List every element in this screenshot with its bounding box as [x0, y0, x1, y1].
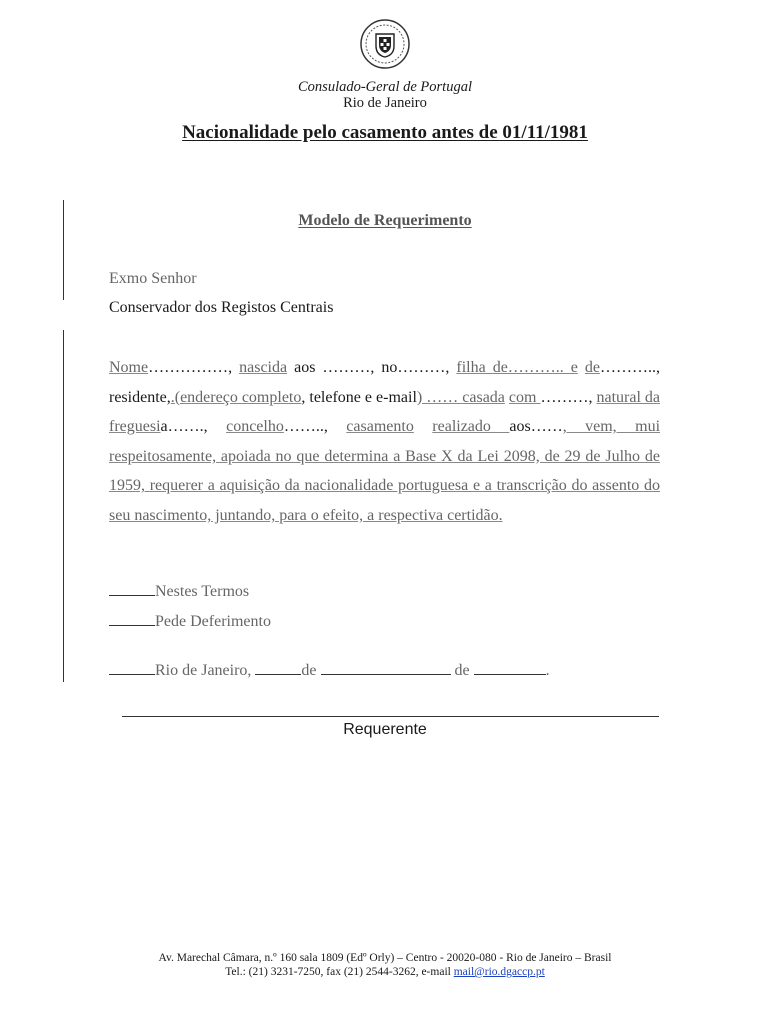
footer-phone-fax: Tel.: (21) 3231-7250, fax (21) 2544-3262, e-mail — [225, 966, 454, 978]
filler: ) …… — [416, 388, 463, 406]
date-place: Rio de Janeiro, — [155, 662, 256, 679]
filler: a……., — [160, 418, 227, 436]
date-de: de — [301, 662, 317, 679]
field-nome: Nome — [109, 359, 149, 376]
field-endereco: .(endereço completo — [170, 388, 302, 406]
month-blank[interactable] — [321, 674, 451, 675]
year-blank[interactable] — [474, 674, 546, 675]
request-text: mui respeitosamente, apoiada no que determina a Base X da Lei 2098, de 29 de Julho de 1959, requerer a aquisição da nacionalidade portuguesa e a transcrição do assento do seu nascimento, juntando, para o efeito, a respectiva certidão. — [109, 418, 661, 524]
footer-contact — [0, 966, 770, 978]
field-casamento: casamento — [346, 418, 414, 436]
email-link[interactable]: mail@rio.dgaccp.pt — [453, 966, 545, 978]
filler: aos ………, no………, — [287, 359, 457, 376]
portuguese-coat-of-arms-icon — [359, 18, 411, 70]
date-period: . — [545, 662, 550, 679]
field-realizado: realizado — [432, 418, 510, 436]
footer-address: Av. Marechal Câmara, n.º 160 sala 1809 (Edº Orly) – Centro - 20020-080 - Rio de Janeiro – Brasil — [158, 952, 612, 964]
margin-rule — [63, 330, 64, 682]
field-concelho: concelho — [226, 418, 284, 436]
field-vem: , vem, — [562, 418, 636, 436]
signature-line[interactable] — [122, 716, 659, 717]
filler: ……….., residente, — [109, 359, 661, 406]
field-de: de — [584, 359, 601, 376]
filler: ………, — [540, 388, 597, 406]
field-com: com — [508, 388, 541, 406]
consulate-city: Rio de Janeiro — [343, 95, 427, 111]
closing-line-2 — [109, 613, 271, 631]
field-nascida: nascida — [239, 359, 288, 376]
document-subtitle: Modelo de Requerimento — [298, 212, 472, 229]
filler: , telefone e e-mail — [301, 388, 417, 406]
filler: aos…… — [509, 418, 563, 436]
field-casada: casada — [462, 388, 505, 406]
closing-terms: Nestes Termos — [155, 583, 250, 600]
field-natural: natural da freguesi — [109, 388, 661, 436]
date-de: de — [454, 662, 470, 679]
document-title: Nacionalidade pelo casamento antes de 01/11/1981 — [182, 122, 588, 143]
day-blank[interactable] — [255, 674, 301, 675]
filler: ……………, — [148, 359, 240, 376]
date-line — [109, 662, 550, 680]
consulate-name: Consulado-Geral de Portugal — [298, 79, 472, 95]
signature-label: Requerente — [343, 721, 427, 738]
addressee: Conservador dos Registos Centrais — [109, 299, 334, 316]
closing-request: Pede Deferimento — [155, 613, 271, 630]
request-body — [109, 353, 660, 531]
salutation: Exmo Senhor — [109, 270, 197, 287]
field-filha-de: filha de……….. e — [456, 359, 578, 376]
closing-line-1 — [109, 583, 249, 601]
filler: …….., — [283, 418, 347, 436]
